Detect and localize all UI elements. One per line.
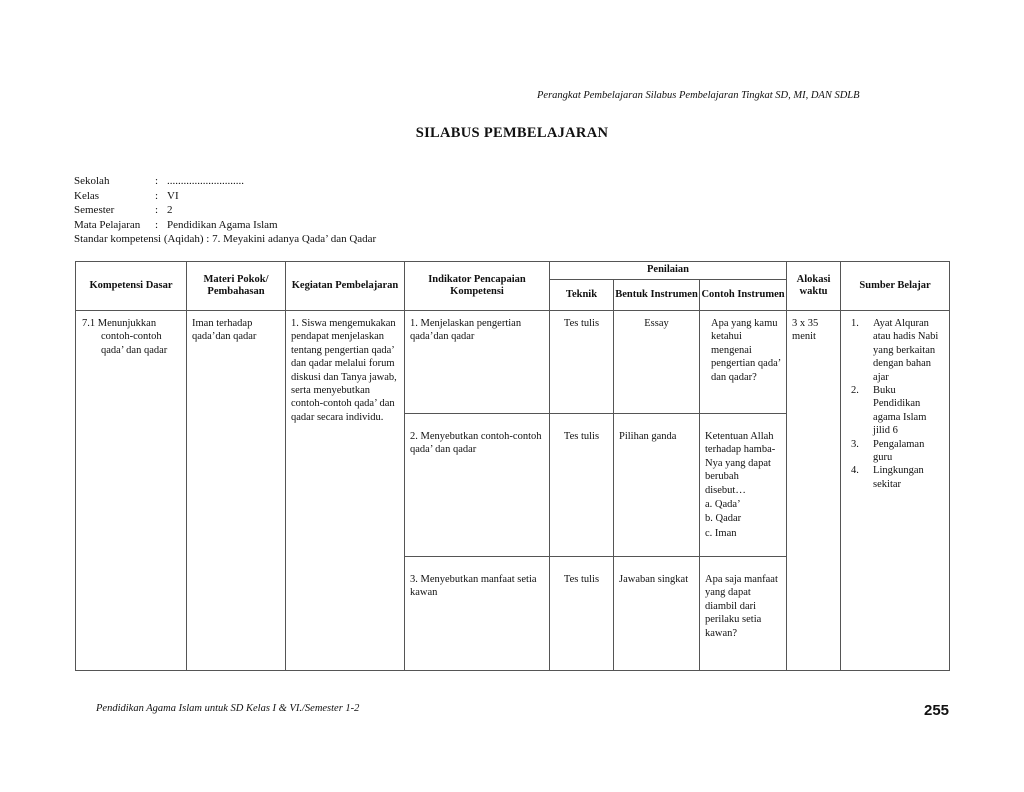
header-materi-pokok: Materi Pokok/ Pembahasan [187,262,286,311]
contoh-cell [700,311,787,414]
meta-value: ............................ [167,175,244,187]
meta-separator: : [155,175,159,187]
running-footer: Pendidikan Agama Islam untuk SD Kelas I & VI./Semester 1-2 [96,703,360,714]
teknik-text: Tes tulis [563,318,600,329]
header-kegiatan: Kegiatan Pembelajaran [286,262,405,311]
meta-value: 2 [167,204,173,217]
list-item [851,464,944,491]
indikator-cell [405,557,550,671]
contoh-cell [700,557,787,671]
contoh-text: Apa saja manfaat yang dapat diambil dari perilaku setia kawan? [705,574,778,639]
meta-row-mata-pelajaran [74,218,376,233]
meta-row-sekolah [74,174,376,189]
list-text: Pengalaman guru [873,438,925,464]
bentuk-cell [614,557,700,671]
meta-label: Sekolah [74,175,110,187]
meta-label: Semester [74,204,115,217]
alokasi-text: 3 x 35 menit [792,318,819,343]
contoh-text: Ketentuan Allah terhadap hamba-Nya yang dapat berubah disebut… [705,431,776,496]
header-alokasi-waktu: Alokasi waktu [787,262,841,311]
list-number: 1. [851,318,859,329]
list-number: 2. [851,385,859,397]
bentuk-text: Jawaban singkat [619,574,689,585]
contoh-cell [700,414,787,557]
header-indikator: Indikator Pencapaian Kompetensi [405,262,550,311]
indikator-cell [405,311,550,414]
choice-b: b. Qadar [705,513,742,525]
page-number: 255 [924,702,950,719]
list-number: 3. [851,438,859,450]
meta-value: Pendidikan Agama Islam [167,218,278,231]
header-contoh-instrumen: Contoh Instrumen [700,280,787,311]
alokasi-cell [787,311,841,671]
teknik-cell [550,557,614,671]
list-text: Buku Pendidikan agama Islam jilid 6 [873,385,927,437]
choice-c: c. Iman [705,527,737,539]
teknik-cell [550,311,614,414]
kegiatan-cell [286,311,405,671]
choice-a: a. Qada’ [705,499,741,511]
identity-block [74,174,376,247]
indikator-text: 3. Menyebutkan manfaat setia kawan [410,574,537,599]
table-row [76,311,950,414]
meta-row-semester [74,203,376,218]
list-number: 4. [851,465,859,477]
materi-cell [187,311,286,671]
meta-label: Mata Pelajaran [74,218,141,231]
sumber-cell [841,311,950,671]
kegiatan-text: 1. Siswa mengemukakan pendapat menjelaskan tentang pengertian qada’ dan qadar melalui forum diskusi dan Tanya jawab, serta menyebutkan contoh-contoh qada’ dan qadar secara individu. [291,318,397,423]
bentuk-text: Essay [644,318,669,329]
sumber-list [851,317,944,491]
kompetensi-text: 7.1 Menunjukkan contoh-contoh qada’ dan qadar [82,318,168,356]
bentuk-cell [614,414,700,557]
running-header: Perangkat Pembelajaran Silabus Pembelajaran Tingkat SD, MI, DAN SDLB [537,90,860,101]
meta-row-kelas [74,189,376,204]
contoh-text: Apa yang kamu ketahui mengenai pengertian qada’ dan qadar? [711,318,781,383]
teknik-text: Tes tulis [563,431,600,442]
list-item [851,438,944,465]
materi-text: Iman terhadap qada’dan qadar [192,318,257,343]
meta-label: Kelas [74,189,100,202]
list-item [851,384,944,438]
kompetensi-cell [76,311,187,671]
header-teknik: Teknik [550,280,614,311]
list-item [851,317,944,384]
meta-separator: : [155,204,159,217]
indikator-text: 2. Menyebutkan contoh-contoh qada’ dan qadar [410,431,542,456]
indikator-cell [405,414,550,557]
meta-separator: : [155,189,159,202]
bentuk-cell [614,311,700,414]
header-sumber-belajar: Sumber Belajar [841,262,950,311]
header-penilaian: Penilaian [550,262,787,280]
meta-separator: : [155,218,159,231]
bentuk-text: Pilihan ganda [619,431,677,442]
standar-kompetensi: Standar kompetensi (Aqidah) : 7. Meyakini adanya Qada’ dan Qadar [74,233,377,246]
indikator-text: 1. Menjelaskan pengertian qada’dan qadar [410,318,522,343]
document-title: SILABUS PEMBELAJARAN [415,125,609,141]
syllabus-table [75,261,950,671]
answer-choices [705,498,781,540]
list-text: Ayat Alquran atau hadis Nabi yang berkaitan dengan bahan ajar [873,318,939,383]
header-bentuk-instrumen: Bentuk Instrumen [614,280,700,311]
header-kompetensi-dasar: Kompetensi Dasar [76,262,187,311]
teknik-cell [550,414,614,557]
meta-value: VI [167,189,179,202]
list-text: Lingkungan sekitar [873,465,924,490]
teknik-text: Tes tulis [563,574,600,585]
